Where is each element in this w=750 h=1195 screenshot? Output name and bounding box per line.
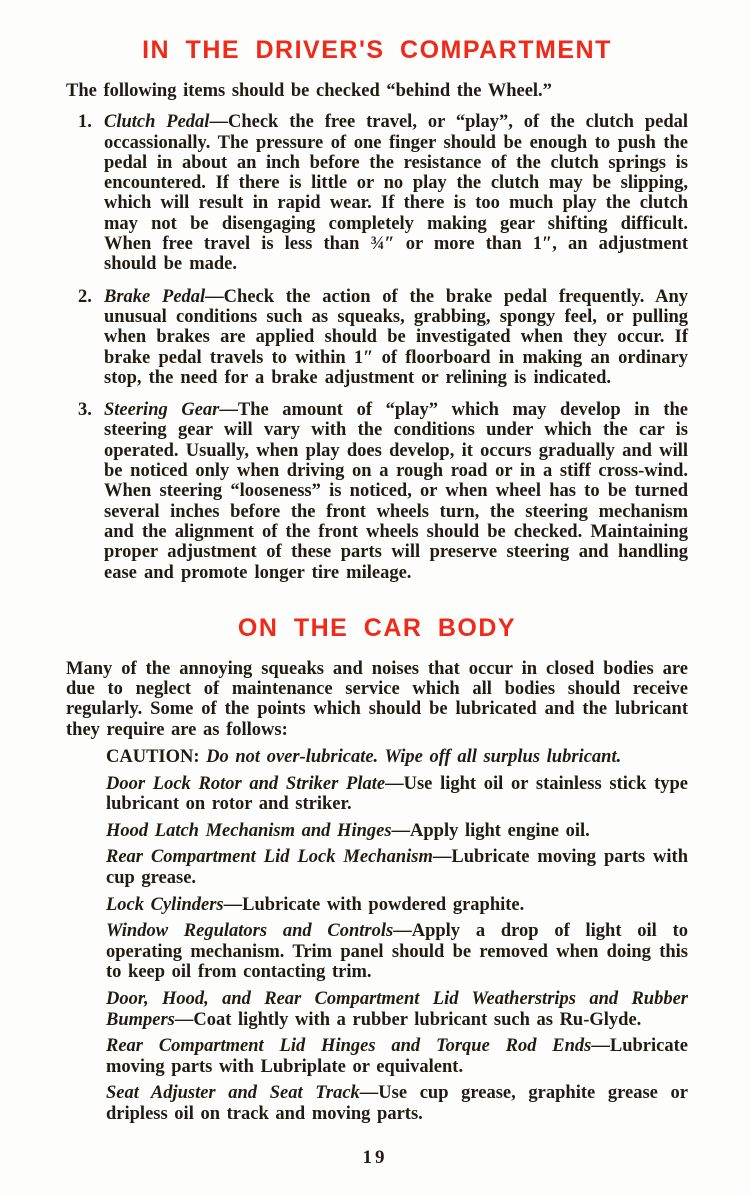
item-text: —Check the action of the brake pedal frequently. Any unusual conditions such as squeaks, grabbing, spongy feel, or pulling when brakes are applied should be investigated when they occur. If brake pedal travels to within 1″ of floorboard in making an ordinary stop, the need for a brake adjustment or relining is indicated. [104, 286, 688, 388]
entry-text: —Apply light engine oil. [391, 820, 590, 841]
lubrication-entry-weatherstrips [106, 989, 688, 1030]
section-title-car-body: ON THE CAR BODY [237, 613, 517, 642]
entry-text: —Lubricate moving parts with Lubriplate or equivalent. [106, 1036, 688, 1077]
section-title-drivers-compartment: IN THE DRIVER'S COMPARTMENT [142, 36, 612, 64]
entry-text: —Lubricate moving parts with cup grease. [106, 847, 689, 888]
item-term: Brake Pedal [104, 286, 206, 307]
lubrication-entry-hood-latch [106, 821, 688, 842]
caution-note [106, 747, 688, 768]
page-number: 19 [362, 1147, 388, 1168]
lubrication-entry-rear-lid-hinges [106, 1036, 688, 1077]
entry-term: Window Regulators and Controls [106, 921, 394, 942]
entry-term: Rear Compartment Lid Hinges and Torque Rod Ends [106, 1036, 592, 1057]
numbered-item-brake-pedal [66, 287, 688, 388]
item-text: —The amount of “play” which may develop in the steering gear will vary with the conditions under which the car is operated. Usually, when play does develop, it occurs gradually and will be noticed only when driving on a rough road or in a stiff cross-wind. When steering “looseness” is noticed, or when wheel has to be turned several inches before the front wheels turn, the steering mechanism and the alignment of the front wheels should be checked. Maintaining proper adjustment of these parts will preserve steering and handling ease and promote longer tire mileage. [104, 400, 688, 583]
lubrication-entry-window-regulators [106, 921, 688, 983]
entry-term: Door Lock Rotor and Striker Plate [106, 773, 386, 794]
item-term: Steering Gear [104, 400, 220, 421]
drivers-checklist [66, 112, 688, 583]
item-number: 1. [78, 112, 92, 133]
entry-term: Door, Hood, and Rear Compartment Lid Weatherstrips and Rubber Bumpers [106, 988, 688, 1030]
entry-text: —Use cup grease, graphite grease or dripless oil on track and moving parts. [106, 1083, 688, 1124]
lubrication-entry-rear-lid-lock [106, 847, 688, 888]
item-text: —Check the free travel, or “play”, of the clutch pedal occassionally. The pressure of one finger should be enough to push the pedal in about an inch before the resistance of the clutch springs is encountered. If there is little or no play the clutch may be slipping, which will result in rapid wear. If there is too much play the clutch may not be disengaging completely making gear shifting difficult. When free travel is less than ¾″ or more than 1″, an adjustment should be made. [104, 112, 689, 275]
item-number: 3. [78, 400, 92, 421]
lubrication-entries [66, 747, 688, 1125]
entry-term: Lock Cylinders [106, 894, 224, 915]
entry-term: CAUTION: [106, 747, 200, 768]
entry-text: —Use light oil or stainless stick type lubricant on rotor and striker. [106, 773, 688, 815]
entry-term: Seat Adjuster and Seat Track [106, 1083, 360, 1104]
entry-term: Rear Compartment Lid Lock Mechanism [106, 847, 433, 868]
entry-text: —Lubricate with powdered graphite. [223, 894, 525, 915]
numbered-item-steering-gear [66, 400, 688, 583]
item-term: Clutch Pedal [104, 112, 210, 133]
entry-text: —Apply a drop of light oil to operating mechanism. Trim panel should be removed when doing this to keep oil from contacting trim. [106, 921, 688, 983]
car-body-intro-paragraph: Many of the annoying squeaks and noises that occur in closed bodies are due to neglect of maintenance service which all bodies should receive regularly. Some of the points which should be lubricated and the lubricant they require are as follows: [66, 658, 688, 740]
entry-term: Hood Latch Mechanism and Hinges [106, 820, 392, 841]
drivers-intro-paragraph: The following items should be checked “behind the Wheel.” [66, 81, 552, 101]
entry-text: Do not over-lubricate. Wipe off all surplus lubricant. [199, 747, 622, 768]
numbered-item-clutch-pedal [66, 112, 688, 274]
lubrication-entry-door-lock-rotor [106, 774, 688, 815]
entry-text: —Coat lightly with a rubber lubricant such as Ru-Glyde. [174, 1009, 642, 1030]
lubrication-entry-lock-cylinders [106, 895, 688, 916]
item-number: 2. [78, 286, 92, 307]
lubrication-entry-seat-adjuster [106, 1083, 688, 1124]
